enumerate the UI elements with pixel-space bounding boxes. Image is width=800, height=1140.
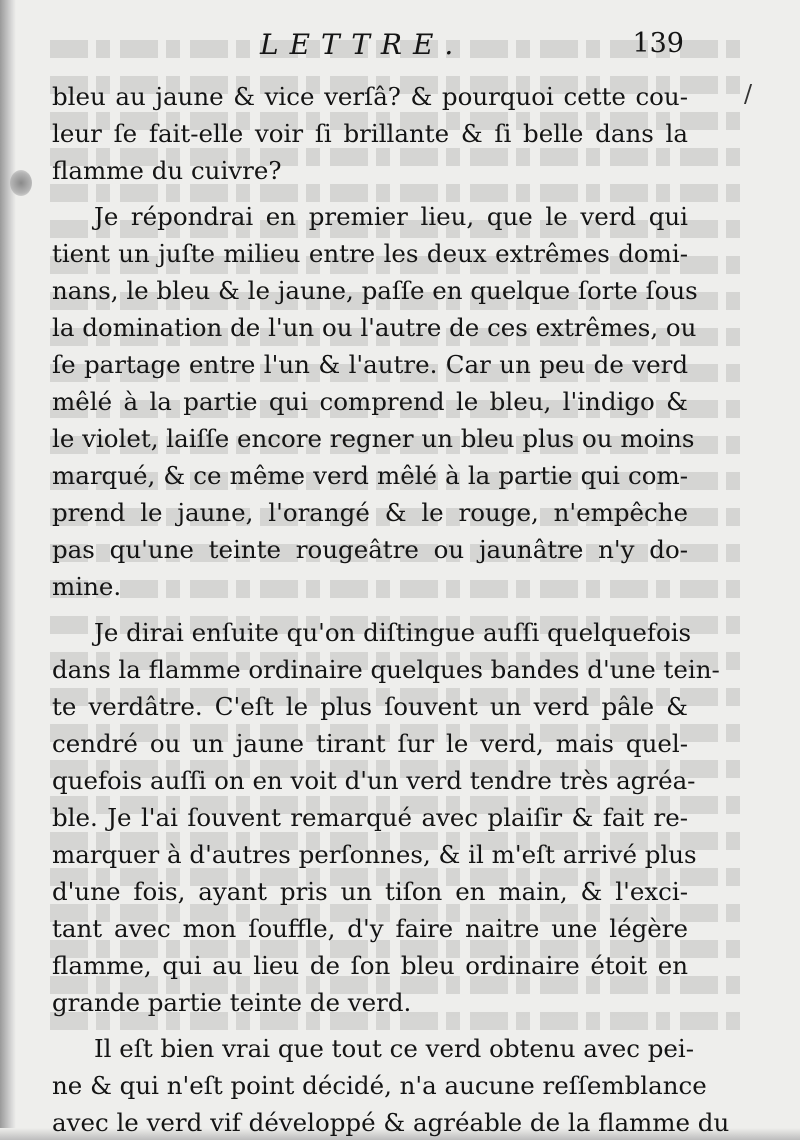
- text-line: cendré ou un jaune tirant ſur le verd, mais quel-: [52, 729, 688, 758]
- running-head: LETTRE.: [260, 28, 465, 61]
- text-line: ble. Je l'ai ſouvent remarqué avec plaiſir & fait re-: [52, 803, 688, 832]
- text-line: avec le verd vif développé & agréable de la flamme du: [52, 1108, 730, 1137]
- text-line: ne & qui n'eſt point décidé, n'a aucune reſſemblance: [52, 1071, 707, 1100]
- text-line: mêlé à la partie qui comprend le bleu, l'indigo &: [52, 387, 688, 416]
- paragraph: [52, 198, 698, 605]
- page-binding-edge: [0, 0, 16, 1140]
- text-line: Je dirai enſuite qu'on diſtingue auſſi quelquefois: [94, 618, 692, 647]
- text-line: bleu au jaune & vice verſâ? & pourquoi cette cou-: [52, 82, 688, 111]
- page-number: 139: [632, 28, 684, 59]
- paragraph: [52, 614, 720, 1021]
- text-line: d'une fois, ayant pris un tiſon en main, & l'exci-: [52, 877, 688, 906]
- text-line: mine.: [52, 572, 122, 601]
- text-line: marqué, & ce même verd mêlé à la partie qui com-: [52, 461, 688, 490]
- text-line: tient un juſte milieu entre les deux extrêmes domi-: [52, 239, 688, 268]
- text-line: marquer à d'autres perſonnes, & il m'eſt arrivé plus: [52, 840, 697, 869]
- text-line: prend le jaune, l'orangé & le rouge, n'empêche: [52, 498, 688, 527]
- margin-mark: /: [744, 80, 753, 108]
- text-line: leur ſe fait-elle voir ſi brillante & ſi belle dans la: [52, 119, 688, 148]
- text-line: grande partie teinte de verd.: [52, 988, 412, 1017]
- text-line: le violet, laiſſe encore regner un bleu plus ou moins: [52, 424, 695, 453]
- text-line: dans la flamme ordinaire quelques bandes d'une tein-: [52, 655, 720, 684]
- page-header: [52, 26, 684, 66]
- text-line: te verdâtre. C'eſt le plus ſouvent un verd pâle &: [52, 692, 688, 721]
- text-line: ſe partage entre l'un & l'autre. Car un peu de verd: [52, 350, 688, 379]
- text-line: Je répondrai en premier lieu, que le verd qui: [94, 202, 688, 231]
- paragraph: [52, 78, 688, 189]
- paper-blemish: [10, 170, 32, 196]
- text-line: flamme, qui au lieu de ſon bleu ordinaire étoit en: [52, 951, 688, 980]
- body-text: [52, 78, 730, 1140]
- text-line: nans, le bleu & le jaune, paſſe en quelque ſorte ſous: [52, 276, 698, 305]
- text-line: la domination de l'un ou l'autre de ces extrêmes, ou: [52, 313, 697, 342]
- text-line: quefois auſſi on en voit d'un verd tendre très agréa-: [52, 766, 696, 795]
- text-line: flamme du cuivre?: [52, 156, 282, 185]
- text-line: Il eſt bien vrai que tout ce verd obtenu avec pei-: [94, 1034, 695, 1063]
- text-line: pas qu'une teinte rougeâtre ou jaunâtre n'y do-: [52, 535, 688, 564]
- paragraph: [52, 1030, 730, 1140]
- text-line: tant avec mon ſouffle, d'y faire naitre une légère: [52, 914, 688, 943]
